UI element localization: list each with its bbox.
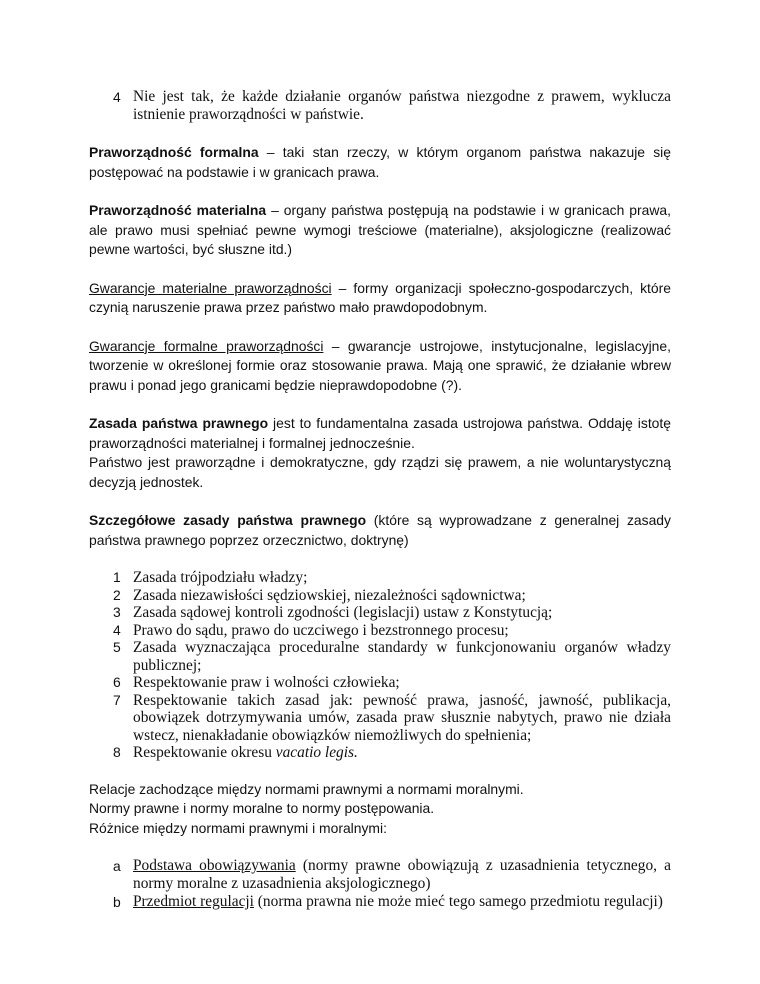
term-detailed-principles: Szczegółowe zasady państwa prawnego	[89, 512, 367, 528]
list-item: 2 Zasada niezawisłości sędziowskiej, niezależności sądownictwa;	[113, 586, 526, 604]
paragraph-formal-guarantees: Gwarancje formalne praworządności – gwarancje ustrojowe, instytucjonalne, legislacyjne, tworzenie w określonej formie oraz stosowanie prawa. Mają one sprawić, że działanie wbrew prawu i ponad jego granicami będzie nieprawdopodobne (?).	[89, 337, 671, 393]
list-text: Nie jest tak, że każde działanie organów państwa niezgodne z prawem, wyklucza istnienie praworządności w państwie.	[133, 88, 671, 123]
term-material: Praworządność materialna	[89, 202, 267, 218]
paragraph-material-guarantees: Gwarancje materialne praworządności – formy organizacji społeczno-gospodarczych, które czynią naruszenie prawa przez państwo mało prawdopodobnym.	[89, 279, 671, 315]
principles-list	[89, 569, 671, 762]
paragraph-rule-of-law-state: Zasada państwa prawnego jest to fundamentalna zasada ustrojowa państwa. Oddaję istotę praworządności materialnej i formalnej jednocześnie.	[89, 415, 671, 451]
term-formal: Praworządność formalna	[89, 144, 259, 160]
list-item: 7 Respektowanie takich zasad jak: pewność prawa, jasność, jawność, publikacja, obowiązek dotrzymywania umów, zasada praw słusznie nabytych, prawo nie działa wstecz, nienakładanie obowiązków niemożliwych do spełnienia;	[113, 691, 671, 744]
list-item: 4 Prawo do sądu, prawo do uczciwego i bezstronnego procesu;	[113, 621, 509, 639]
list-number: 4	[113, 89, 121, 105]
intro-list-item	[89, 88, 671, 124]
relations-line-3: Różnice między normami prawnymi i moralnymi:	[89, 819, 387, 836]
paragraph-detailed-principles: Szczegółowe zasady państwa prawnego (które są wyprowadzane z generalnej zasady państwa prawnego poprzez orzecznictwo, doktrynę)	[89, 512, 671, 548]
document-page	[89, 88, 671, 911]
list-item: b Przedmiot regulacji (norma prawna nie może mieć tego samego przedmiotu regulacji)	[113, 893, 663, 910]
list-item: 8 Respektowanie okresu vacatio legis.	[113, 744, 358, 761]
relations-line-2: Normy prawne i normy moralne to normy postępowania.	[89, 800, 435, 816]
differences-list	[89, 857, 671, 911]
term-material-guarantees: Gwarancje materialne praworządności	[89, 279, 332, 296]
paragraph-formal-rule-of-law: Praworządność formalna – taki stan rzeczy, w którym organom państwa nakazuje się postępować na podstawie i w granicach prawa.	[89, 144, 671, 180]
list-item: 1 Zasada trójpodziału władzy;	[113, 569, 308, 586]
relations-line-1: Relacje zachodzące między normami prawnymi a normami moralnymi.	[89, 780, 524, 797]
list-item: a Podstawa obowiązywania (normy prawne obowiązują z uzasadnienia tetycznego, a normy moralne z uzasadnienia aksjologicznego)	[113, 857, 671, 892]
term-formal-guarantees: Gwarancje formalne praworządności	[89, 337, 324, 354]
paragraph-democratic-state: Państwo jest praworządne i demokratyczne, gdy rządzi się prawem, a nie woluntarystyczną decyzją jednostek.	[89, 454, 671, 490]
paragraph-material-rule-of-law: Praworządność materialna – organy państwa postępują na podstawie i w granicach prawa, ale prawo musi spełniać pewne wymogi treściowe (materialne), aksjologiczne (realizować pewne wartości, być słuszne itd.)	[89, 202, 671, 257]
latin-term: vacatio legis.	[275, 744, 358, 761]
term-state-of-law: Zasada państwa prawnego	[89, 415, 269, 431]
list-item: 6 Respektowanie praw i wolności człowieka;	[113, 674, 400, 691]
list-item: 5 Zasada wyznaczająca proceduralne standardy w funkcjonowaniu organów władzy publicznej;	[113, 639, 671, 674]
list-item: 3 Zasada sądowej kontroli zgodności (legislacji) ustaw z Konstytucją;	[113, 604, 553, 621]
